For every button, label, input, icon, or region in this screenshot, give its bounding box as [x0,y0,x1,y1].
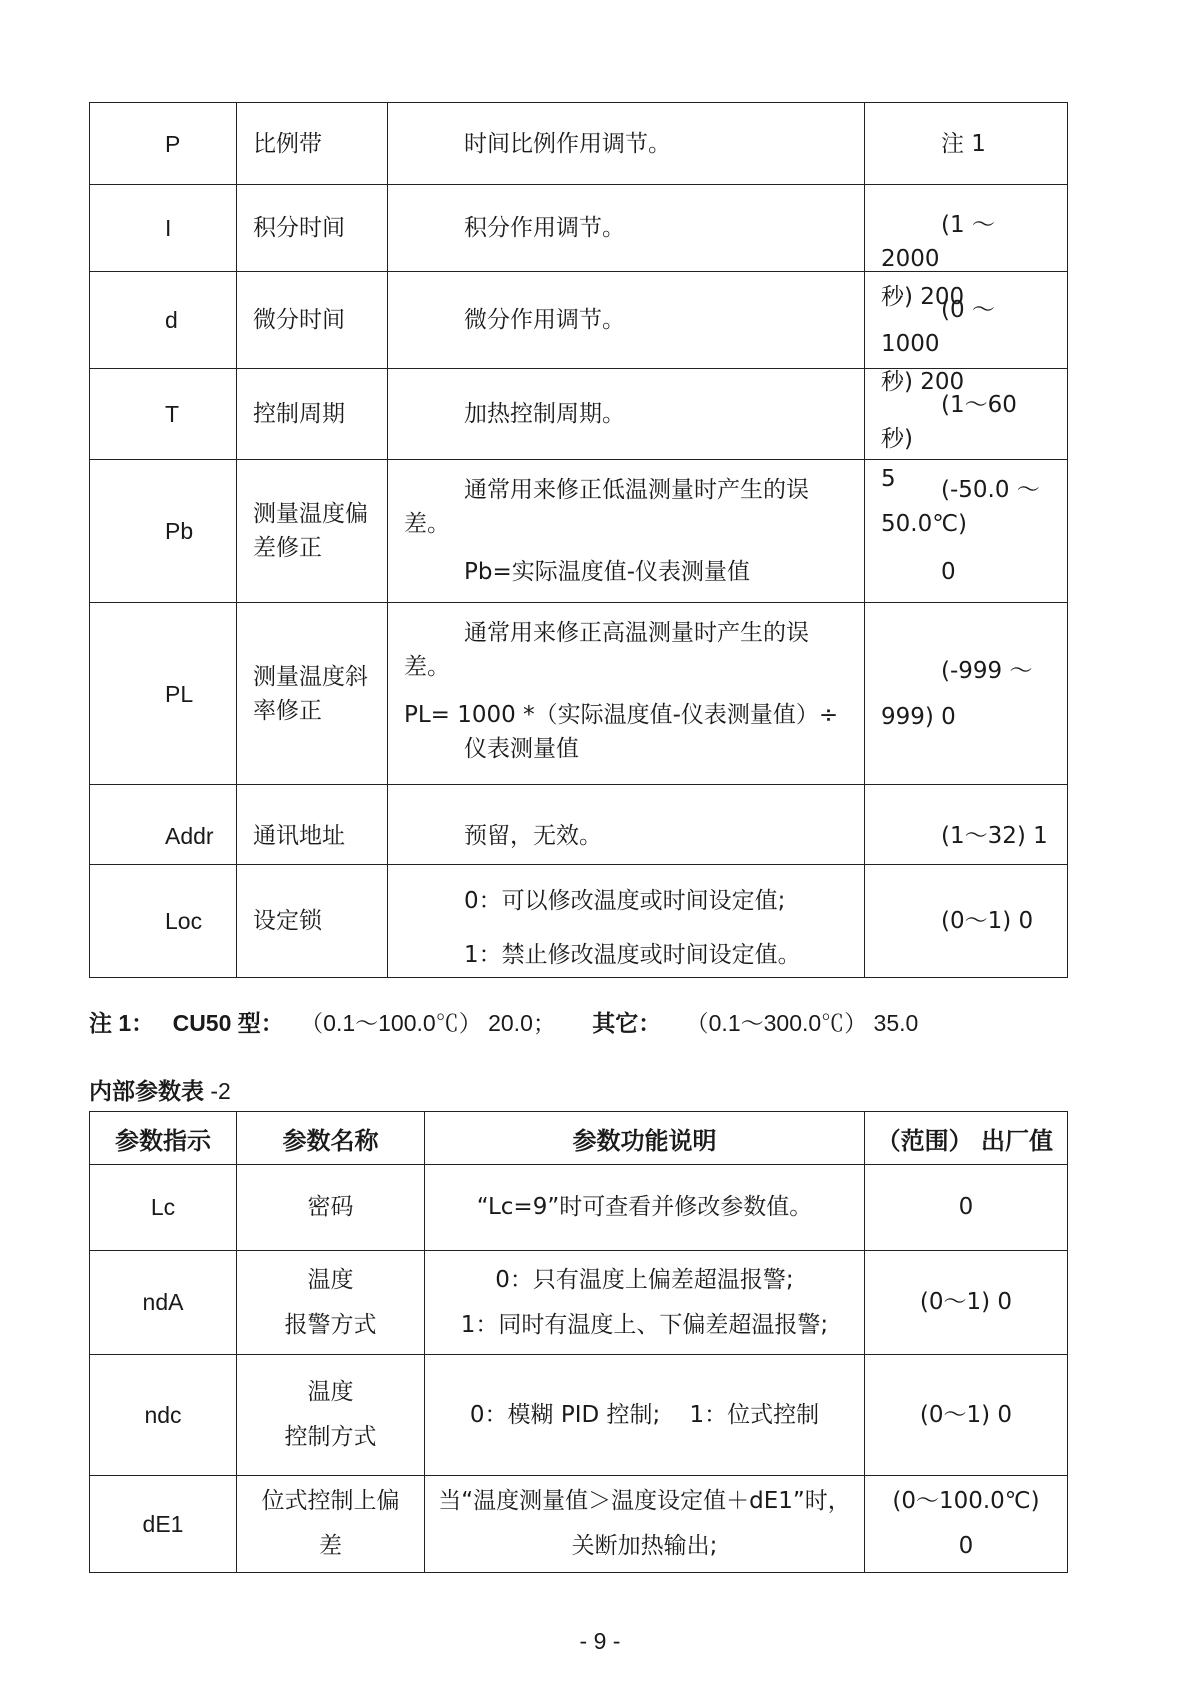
range-line: (0～100.0℃) [892,1488,1040,1514]
page-number: - 9 - [579,1628,621,1654]
name-line: 差 [319,1533,342,1559]
param-name [237,1251,425,1355]
table-row [90,865,1068,978]
param-code: dE1 [90,1476,237,1573]
name-line: 温度 [307,1266,354,1293]
param-name: 设定锁 [237,865,388,978]
param-code: T [90,369,237,460]
param-range [865,603,1068,785]
param-range: (0～1) 0 [865,1251,1068,1355]
param-name [237,603,388,785]
param-code: Lc [90,1165,237,1251]
desc-line: 当“温度测量值＞温度设定值＋dE1”时， [438,1488,851,1514]
table-row [90,460,1068,603]
param-range [865,185,1068,310]
param-range: (0～1) 0 [865,1355,1068,1476]
table-row [90,1476,1068,1573]
param-desc [388,603,865,785]
range-text: (-999 ～ [941,657,1033,684]
param-desc: 0：模糊 PID 控制; 1：位式控制 [425,1355,865,1476]
range-text: 999) 0 [881,703,956,730]
range-text: 50.0℃) [881,510,968,537]
param-desc: 时间比例作用调节。 [388,103,865,185]
desc-text: PL= 1000 *（实际温度值-仪表测量值）÷ 仪表测量值 [404,701,839,762]
table-caption [89,1073,231,1106]
name-line: 控制方式 [284,1424,377,1450]
param-code: PL [90,603,237,785]
range-text: 0 [941,558,956,585]
param-range [865,103,1068,185]
table-header-row [90,1112,1068,1165]
name-line: 温度 [307,1379,354,1405]
desc-text: 通常用来修正高温测量时产生的误差。 [404,619,809,680]
table-row [90,103,1068,185]
name-text: 测量温度偏差修正 [253,501,368,561]
range-text: 5 [881,465,896,492]
param-name [237,460,388,603]
caption-title: 内部参数表 [89,1078,204,1104]
range-text: 秒) 200 [881,368,965,395]
parameter-table-2 [89,1111,1068,1573]
param-desc: 预留，无效。 [388,785,865,865]
param-code: Loc [90,865,237,978]
range-text: (0～1) 0 [941,908,1034,934]
range-text: 注 1 [941,130,986,157]
header-desc: 参数功能说明 [425,1112,865,1165]
desc-text: 1：禁止修改温度或时间设定值。 [464,941,801,968]
desc-text: Pb=实际温度值-仪表测量值 [464,558,751,585]
param-name: 通讯地址 [237,785,388,865]
header-range: （范围） 出厂值 [865,1112,1068,1165]
footnote-model: CU50 型： [172,1010,284,1036]
param-code: P [90,103,237,185]
table-row [90,1251,1068,1355]
param-desc [388,865,865,978]
table-row [90,785,1068,865]
range-line: 0 [958,1533,974,1559]
param-name: 控制周期 [237,369,388,460]
range-text: (1 ～ 2000 [881,211,995,272]
table-row [90,1165,1068,1251]
range-text: 秒) 200 [881,283,965,310]
param-name: 密码 [237,1165,425,1251]
table-row [90,185,1068,272]
param-name [237,1355,425,1476]
param-name [237,1476,425,1573]
name-line: 位式控制上偏 [261,1488,400,1514]
param-range: 0 [865,1165,1068,1251]
param-name: 比例带 [237,103,388,185]
param-name: 积分时间 [237,185,388,272]
caption-suffix: -2 [204,1078,231,1104]
name-text: 测量温度斜率修正 [253,663,368,724]
param-desc: 加热控制周期。 [388,369,865,460]
param-range [865,865,1068,978]
table-row [90,1355,1068,1476]
param-code: ndc [90,1355,237,1476]
range-text: (1～60 秒) [881,391,1017,452]
param-code: Pb [90,460,237,603]
desc-line: 1：同时有温度上、下偏差超温报警; [460,1311,829,1338]
param-desc [425,1476,865,1573]
param-desc: 积分作用调节。 [388,185,865,272]
header-name: 参数名称 [237,1112,425,1165]
desc-text: 0：可以修改温度或时间设定值; [464,887,786,914]
desc-line: 0：只有温度上偏差超温报警; [495,1266,794,1293]
param-desc: “Lc=9”时可查看并修改参数值。 [425,1165,865,1251]
range-text: (0 ～ 1000 [881,296,995,357]
param-code: I [90,185,237,272]
name-line: 报警方式 [284,1311,377,1338]
range-text: (1～32) 1 [941,822,1048,849]
range-text: (-50.0 ～ [941,476,1040,503]
parameter-table-1 [89,102,1068,978]
footnote [89,1005,918,1038]
param-code: d [90,272,237,369]
param-desc [388,460,865,603]
param-range [865,785,1068,865]
param-code: ndA [90,1251,237,1355]
param-name: 微分时间 [237,272,388,369]
footnote-other: 其它： [592,1010,662,1036]
table-row [90,603,1068,785]
param-desc [425,1251,865,1355]
param-code: Addr [90,785,237,865]
param-range [865,1476,1068,1573]
footnote-model-range: （0.1～100.0℃） 20.0； [300,1010,556,1036]
param-desc: 微分作用调节。 [388,272,865,369]
footnote-other-range: （0.1～300.0℃） 35.0 [685,1010,919,1036]
desc-text: 通常用来修正低温测量时产生的误差。 [404,476,809,537]
footnote-label: 注 1： [89,1010,155,1036]
desc-line: 关断加热输出; [571,1533,718,1559]
header-code: 参数指示 [90,1112,237,1165]
